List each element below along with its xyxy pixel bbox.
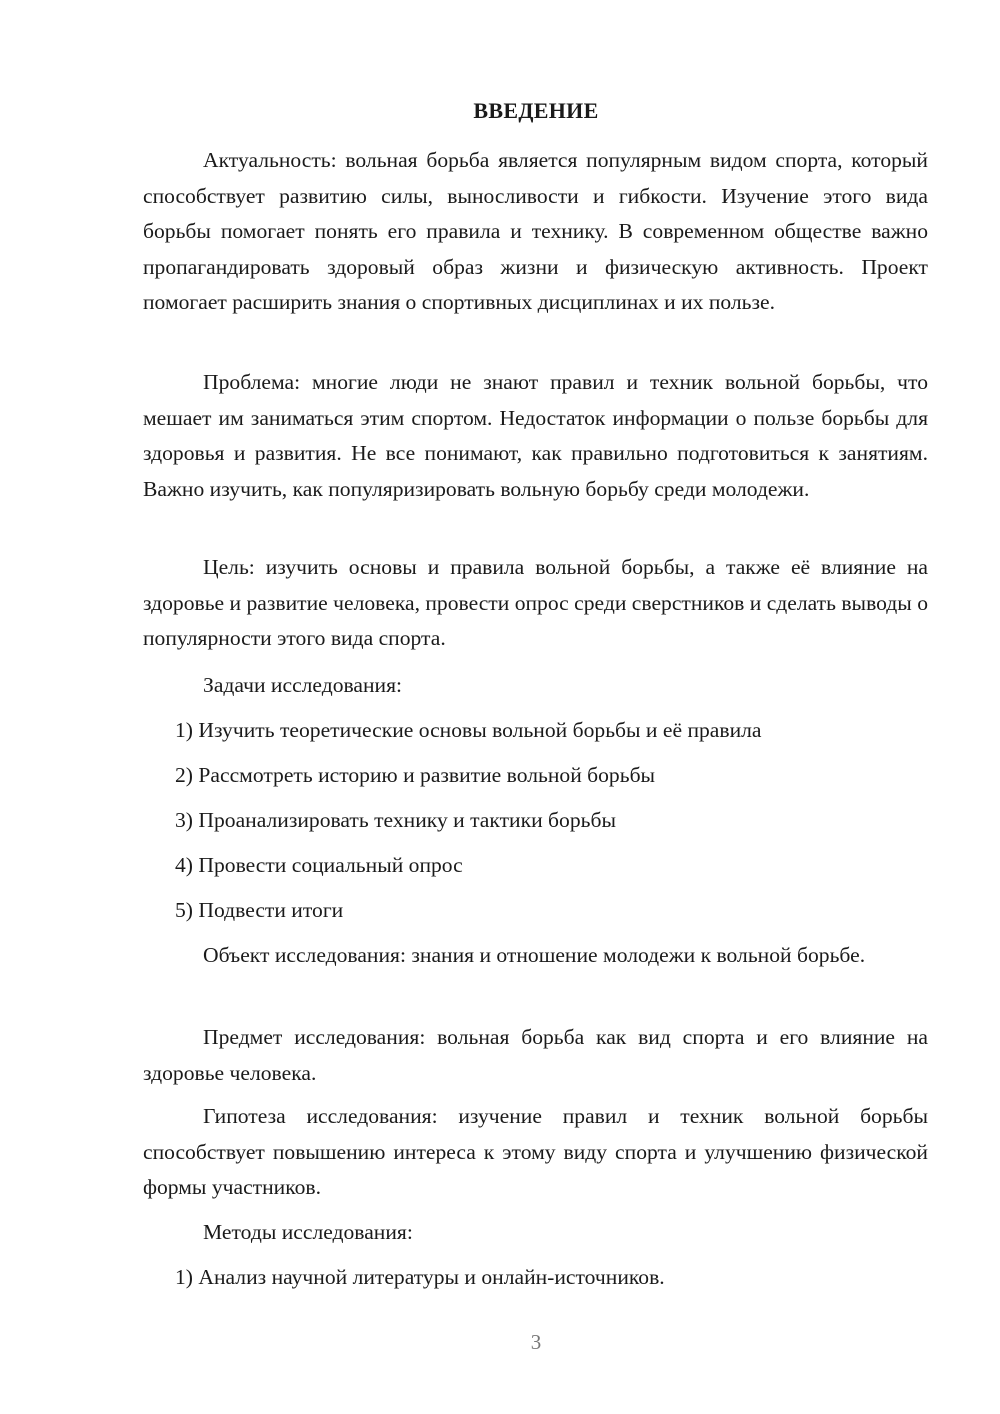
page-title: ВВЕДЕНИЕ [473, 98, 599, 123]
subject-paragraph: Предмет исследования: вольная борьба как вид спорта и его влияние на здоровье человека. [143, 1025, 928, 1085]
task-item: 3) Проанализировать технику и тактики борьбы [175, 808, 616, 832]
goal-paragraph: Цель: изучить основы и правила вольной борьбы, а также её влияние на здоровье и развитие человека, провести опрос среди сверстников и сделать выводы о популярности этого вида спорта. [143, 555, 928, 650]
hypothesis-paragraph: Гипотеза исследования: изучение правил и техник вольной борьбы способствует повышению интереса к этому виду спорта и улучшению физической формы участников. [143, 1104, 928, 1199]
task-item: 1) Изучить теоретические основы вольной борьбы и её правила [175, 718, 762, 742]
page-number: 3 [530, 1330, 542, 1354]
task-item: 4) Провести социальный опрос [175, 853, 463, 877]
problem-paragraph: Проблема: многие люди не знают правил и техник вольной борьбы, что мешает им заниматься этим спортом. Недостаток информации о пользе борьбы для здоровья и развития. Не все понимают, как правильно подготовиться к занятиям. Важно изучить, как популяризировать вольную борьбу среди молодежи. [143, 370, 928, 501]
method-item: 1) Анализ научной литературы и онлайн-источников. [175, 1265, 665, 1289]
relevance-paragraph: Актуальность: вольная борьба является популярным видом спорта, который способствует развитию силы, выносливости и гибкости. Изучение этого вида борьбы помогает понять его правила и технику. В современном обществе важно пропагандировать здоровый образ жизни и физическую активность. Проект помогает расширить знания о спортивных дисциплинах и их пользе. [143, 148, 928, 314]
task-item: 5) Подвести итоги [175, 898, 344, 922]
tasks-heading: Задачи исследования: [203, 673, 403, 697]
task-item: 2) Рассмотреть историю и развитие вольной борьбы [175, 763, 656, 787]
object-paragraph: Объект исследования: знания и отношение молодежи к вольной борьбе. [203, 943, 866, 967]
methods-heading: Методы исследования: [203, 1220, 413, 1244]
